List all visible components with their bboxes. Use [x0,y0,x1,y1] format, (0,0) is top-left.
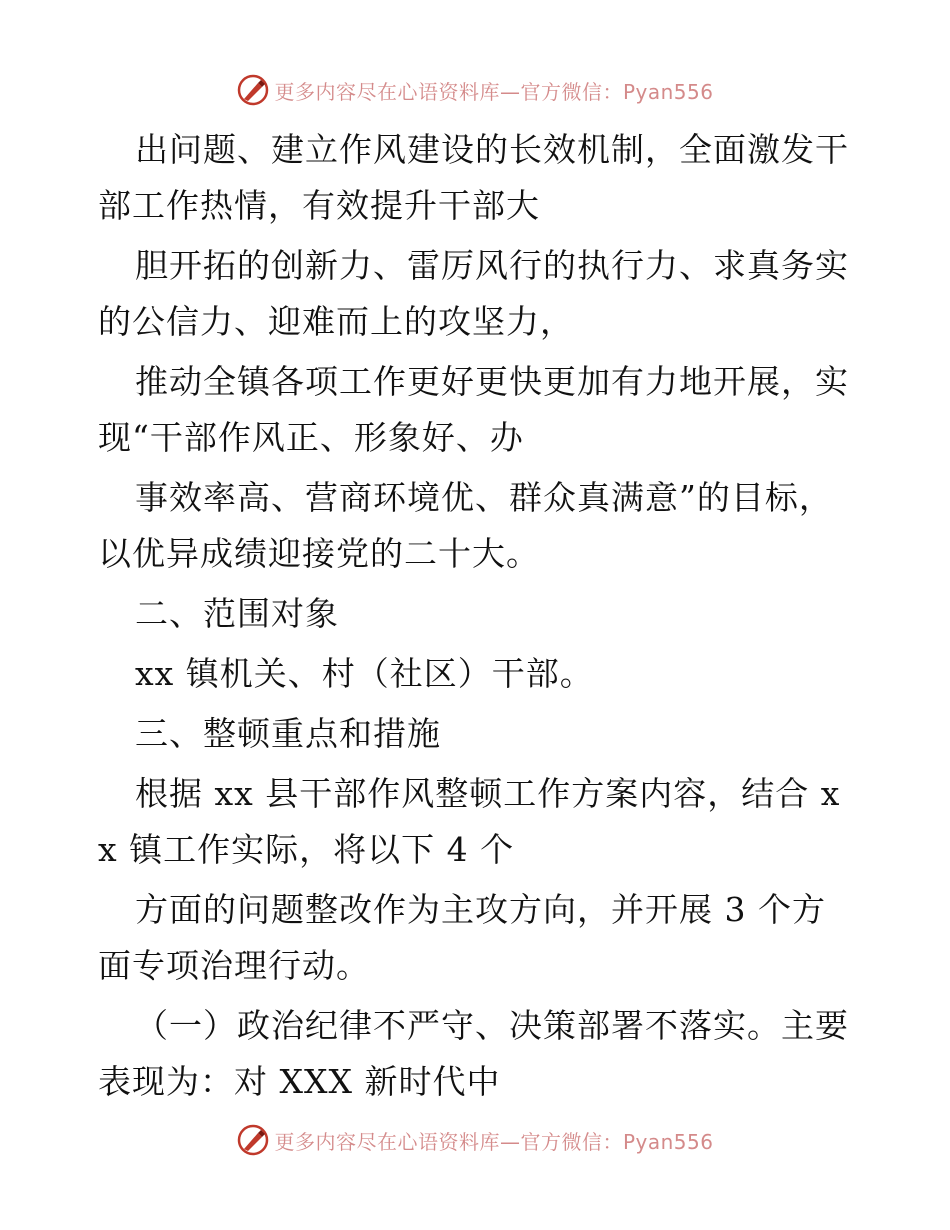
paragraph: 出问题、建立作风建设的长效机制，全面激发干部工作热情，有效提升干部大 [98,130,849,225]
paragraph: xx 镇机关、村（社区）干部。 [135,654,594,693]
section-heading: 二、范围对象 [135,594,339,633]
watermark-text: 更多内容尽在心语资料库—官方微信：Pyan556 [274,79,714,104]
paragraph: 方面的问题整改作为主攻方向，并开展 3 个方面专项治理行动。 [98,890,826,985]
footer-watermark [0,1120,950,1160]
paragraph: 胆开拓的创新力、雷厉风行的执行力、求真务实的公信力、迎难而上的攻坚力， [98,246,849,341]
section-heading: 三、整顿重点和措施 [135,714,441,753]
paragraph: 事效率高、营商环境优、群众真满意”的目标，以优异成绩迎接党的二十大。 [98,478,833,573]
document-body [98,122,858,1110]
paragraph: 根据 xx 县干部作风整顿工作方案内容，结合 xx 镇工作实际，将以下 4 个 [98,774,841,869]
watermark-text: 更多内容尽在心语资料库—官方微信：Pyan556 [274,1129,714,1154]
paragraph: 推动全镇各项工作更好更快更加有力地开展，实现“干部作风正、形象好、办 [98,362,849,457]
pen-logo-icon [236,1123,270,1157]
subsection-paragraph: （一）政治纪律不严守、决策部署不落实。主要表现为：对 XXX 新时代中 [98,1006,849,1101]
pen-logo-icon [236,73,270,107]
header-watermark [0,70,950,110]
